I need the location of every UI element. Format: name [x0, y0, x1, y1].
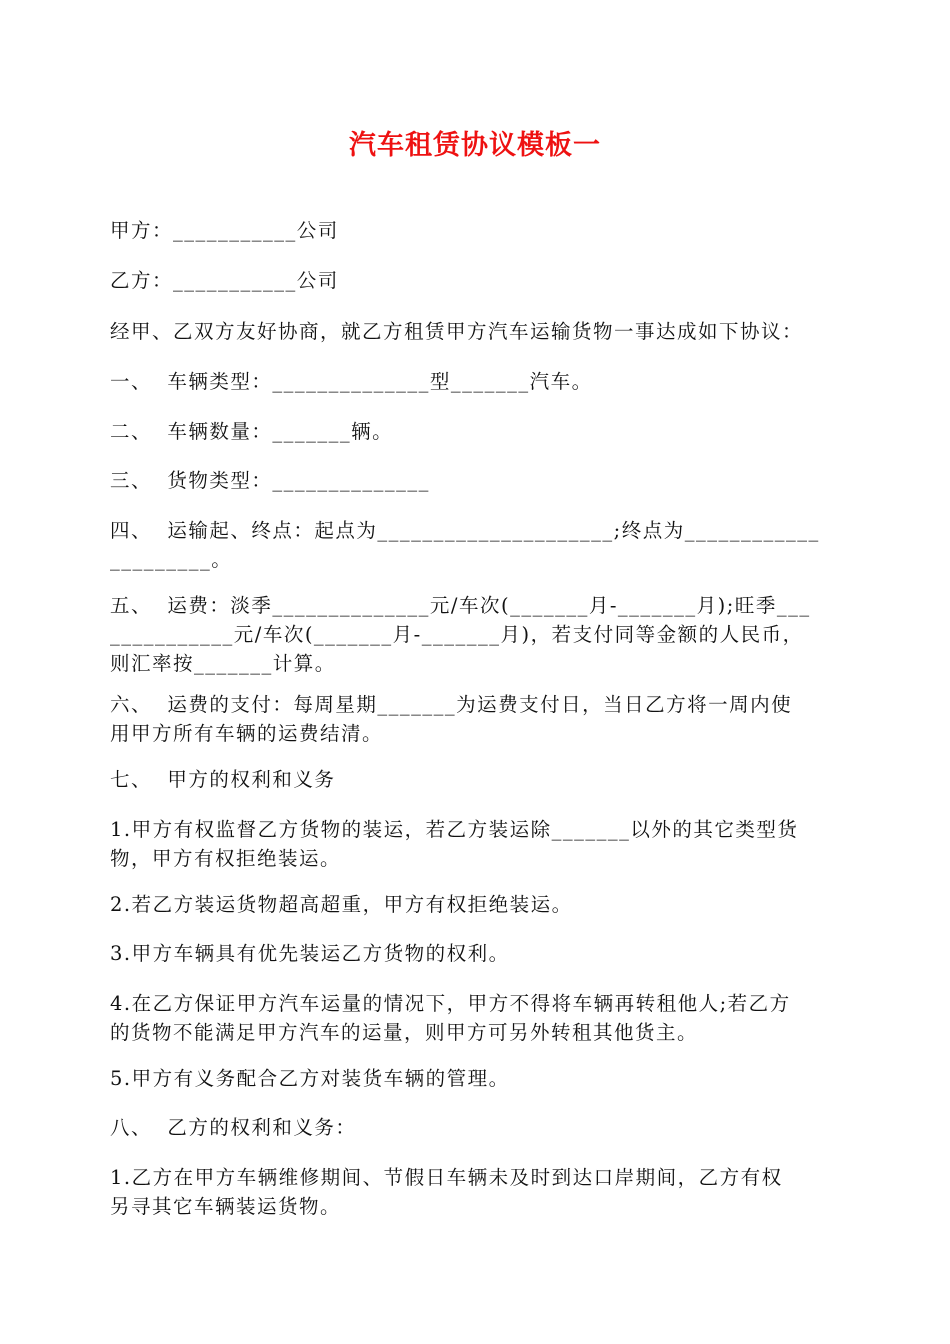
party-a-line: 甲方：___________公司 — [110, 219, 339, 242]
clause-7-item-1: 1.甲方有权监督乙方货物的装运，若乙方装运除_______以外的其它类型货 物，甲方有权拒绝装运。 — [110, 818, 799, 870]
clause-7-item-3: 3.甲方车辆具有优先装运乙方货物的权利。 — [110, 942, 510, 965]
clause-1-vehicle-type: 一、 车辆类型：______________型_______汽车。 — [110, 370, 593, 393]
party-b-line: 乙方：___________公司 — [110, 269, 339, 292]
clause-4-route: 四、 运输起、终点：起点为_____________________;终点为____________ _________。 — [110, 519, 820, 571]
document-title: 汽车租赁协议模板一 — [349, 130, 601, 161]
clause-7-item-4: 4.在乙方保证甲方汽车运量的情况下，甲方不得将车辆再转租他人;若乙方 的货物不能满足甲方汽车的运量，则甲方可另外转租其他货主。 — [110, 992, 791, 1044]
clause-7-heading: 七、 甲方的权利和义务 — [110, 768, 336, 791]
clause-8-item-1: 1.乙方在甲方车辆维修期间、节假日车辆未及时到达口岸期间，乙方有权 另寻其它车辆装运货物。 — [110, 1166, 783, 1218]
clause-5-freight: 五、 运费：淡季______________元/车次(_______月-_______月);旺季___ ___________元/车次(_______月-_______月)，若支付同等金额的人民币， 则汇率按_______计算。 — [110, 594, 811, 675]
clause-8-heading: 八、 乙方的权利和义务： — [110, 1116, 357, 1139]
clause-2-vehicle-count: 二、 车辆数量：_______辆。 — [110, 420, 394, 443]
clause-7-item-5: 5.甲方有义务配合乙方对装货车辆的管理。 — [110, 1067, 510, 1090]
clause-6-payment: 六、 运费的支付：每周星期_______为运费支付日，当日乙方将一周内使 用甲方所有车辆的运费结清。 — [110, 693, 793, 745]
clause-7-item-2: 2.若乙方装运货物超高超重，甲方有权拒绝装运。 — [110, 893, 573, 916]
clause-3-cargo-type: 三、 货物类型：______________ — [110, 469, 430, 492]
preamble-paragraph: 经甲、乙双方友好协商，就乙方租赁甲方汽车运输货物一事达成如下协议： — [110, 320, 804, 343]
